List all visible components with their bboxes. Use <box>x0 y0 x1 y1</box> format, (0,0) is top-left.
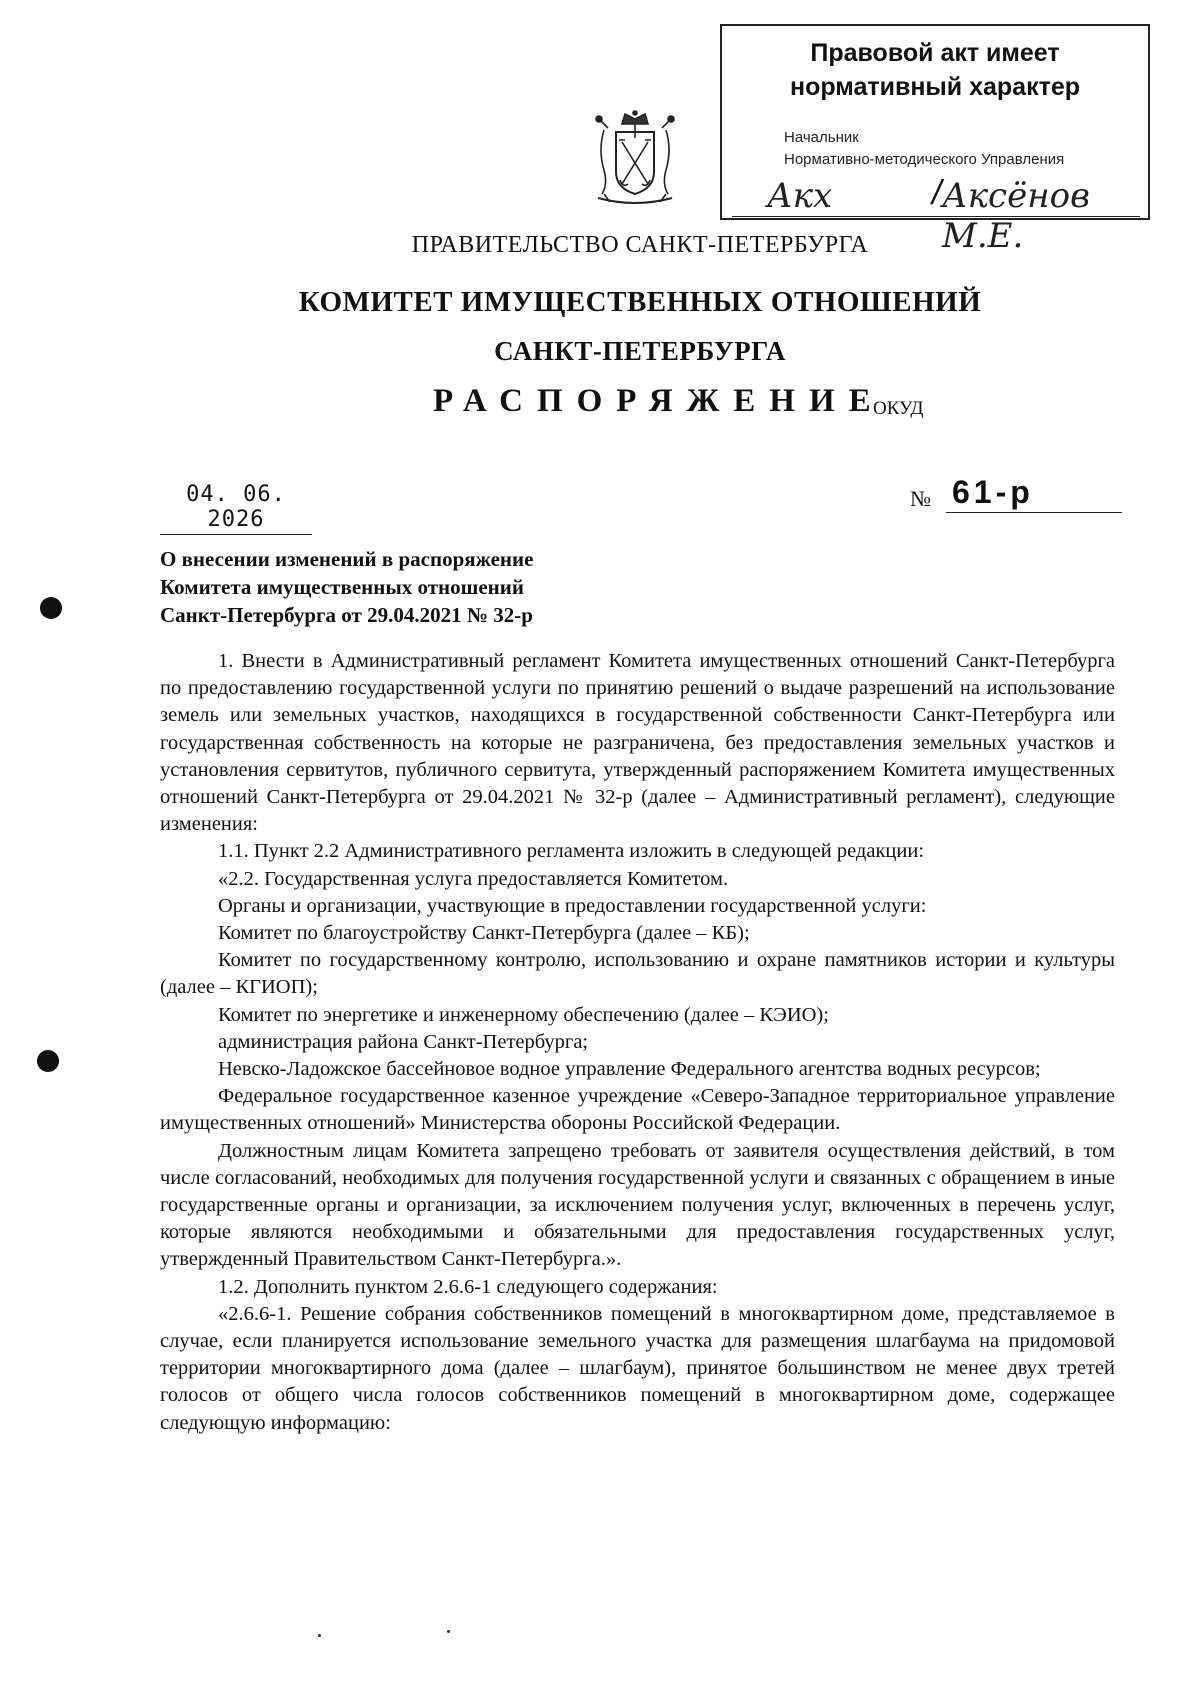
paragraph-participants-intro: Органы и организации, участвующие в предоставлении государственной услуги: <box>218 894 927 917</box>
okud-label: ОКУД <box>873 398 924 419</box>
normative-stamp <box>720 24 1150 256</box>
paragraph-2-2-quote: «2.2. Государственная услуга предоставляется Комитетом. <box>218 867 729 890</box>
stamp-signature-line <box>732 216 1140 217</box>
paragraph-prohibition: Должностным лицам Комитета запрещено требовать от заявителя осуществления действий, в том числе согласований, необходимых для получения государственной услуги и связанных с обращением в иные государственные органы и организации, за исключением получения услуг, включенных в перечень услуг, которые являются необходимыми и обязательными для предоставления государственных услуг, утвержденный Правительством Санкт-Петербурга.». <box>160 1139 1115 1271</box>
committee-heading-line2: САНКТ-ПЕТЕРБУРГА <box>494 336 786 366</box>
subject-line1: О внесении изменений в распоряжение <box>160 547 534 571</box>
paragraph-1: 1. Внести в Административный регламент Комитета имущественных отношений Санкт-Петербурга по предоставлению государственной услуги по принятию решений о выдаче разрешений на использование земель или земельных участков, находящихся в государственной собственности Санкт-Петербурга или государственная собственность на которые не разграничена, без предоставления земельных участков и установления сервитутов, публичного сервитута, утвержденный распоряжением Комитета имущественных отношений Санкт-Петербурга от 29.04.2021 № 32-р (далее – Административный регламент), следующие изменения: <box>160 650 1115 836</box>
document-number: 61-р <box>946 474 1122 513</box>
government-heading: ПРАВИТЕЛЬСТВО САНКТ-ПЕТЕРБУРГА <box>411 232 869 258</box>
paragraph-1-2: 1.2. Дополнить пунктом 2.6.6-1 следующего содержания: <box>218 1275 718 1298</box>
committee-heading-line1: КОМИТЕТ ИМУЩЕСТВЕННЫХ ОТНОШЕНИЙ <box>298 286 982 318</box>
paragraph-2-6-6-1: «2.6.6-1. Решение собрания собственников помещений в многоквартирном доме, представляемое в случае, если планируется использование земельного участка для размещения шлагбаума на придомовой территории многоквартирного дома (далее – шлагбаум), принятое большинством не менее двух третей голосов от общего числа голосов собственников помещений в многоквартирном доме, содержащее следующую информацию: <box>160 1302 1115 1434</box>
paragraph-participant-kb: Комитет по благоустройству Санкт-Петербурга (далее – КБ); <box>218 922 750 945</box>
paragraph-participant-keio: Комитет по энергетике и инженерному обеспечению (далее – КЭИО); <box>218 1003 829 1026</box>
document-type-heading: РАСПОРЯЖЕНИЕ <box>433 383 885 419</box>
stamp-title-line1: Правовой акт имеет <box>810 39 1060 67</box>
subject-line3: Санкт-Петербурга от 29.04.2021 № 32-р <box>160 603 533 627</box>
stamp-title-line2: нормативный характер <box>789 73 1081 101</box>
paragraph-1-1: 1.1. Пункт 2.2 Административного регламента изложить в следующей редакции: <box>218 840 925 863</box>
document-date: 04. 06. 2026 <box>160 482 312 535</box>
number-sign: № <box>910 486 931 511</box>
stamp-signature-name: Аксёнов М.Е. <box>942 176 1090 256</box>
punch-hole <box>37 1050 59 1072</box>
document-body <box>160 648 1115 1437</box>
scan-speck <box>447 1630 450 1633</box>
paragraph-participant-water: Невско-Ладожское бассейновое водное управление Федерального агентства водных ресурсов; <box>218 1058 1041 1081</box>
punch-hole <box>40 597 62 619</box>
paragraph-participant-kgiop: Комитет по государственному контролю, использованию и охране памятников истории и культуры (далее – КГИОП); <box>160 949 1115 999</box>
stamp-position-line1: Начальник <box>784 129 859 146</box>
stamp-position-line2: Нормативно-методического Управления <box>784 151 1065 168</box>
subject-line2: Комитета имущественных отношений <box>160 575 524 599</box>
stamp-signature: Акх <box>767 176 833 216</box>
document-subject <box>160 545 533 629</box>
coat-of-arms-icon <box>590 110 680 210</box>
paragraph-participant-defense: Федеральное государственное казенное учреждение «Северо-Западное территориальное управление имущественных отношений» Министерства обороны Российской Федерации. <box>160 1085 1115 1135</box>
paragraph-participant-district: администрация района Санкт-Петербурга; <box>218 1030 589 1053</box>
scan-speck <box>318 1634 321 1637</box>
stamp-signature-separator: / <box>932 174 942 212</box>
